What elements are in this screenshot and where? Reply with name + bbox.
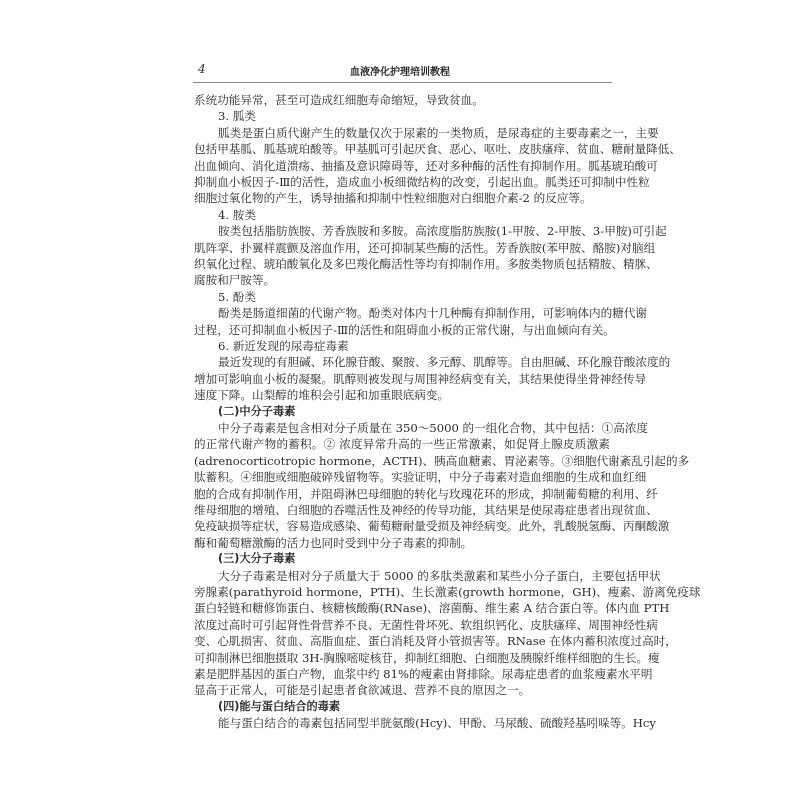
text-line: 浓度过高时可引起肾性骨营养不良、无菌性骨坏死、软组织钙化、皮肤瘙痒、周围神经性病 [194,617,658,632]
text-line: 的正常代谢产物的蓄积。② 浓度异常升高的一些正常激素，如促肾上腺皮质激素 [194,437,610,452]
text-line: 素是肥胖基因的蛋白产物，血浆中约 81%的瘦素由肾排除。尿毒症患者的血浆瘦素水平明 [194,667,653,681]
text-line: 能与蛋白结合的毒素包括同型半胱氨酸(Hcy)、甲酚、马尿酸、硫酸羟基吲哚等。Hcy [218,716,656,731]
text-line: 中分子毒素是包含相对分子质量在 350～5000 的一组化合物，其中包括：①高浓度 [218,421,649,435]
page-number: 4 [198,62,206,76]
text-line: 过程，还可抑制血小板因子-Ⅲ的活性和阻碍血小板的正常代谢，与出血倾向有关。 [194,322,615,337]
text-line: 大分子毒素是相对分子质量大于 5000 的多肽类激素和某些小分子蛋白，主要包括甲状 [218,568,661,583]
text-line: 变、心肌损害、贫血、高脂血症、蛋白消耗及肾小管损害等。RNase 在体内蓄积浓度过高时， [194,634,677,649]
text-line: 包括甲基胍、胍基琥珀酸等。甲基胍可引起厌食、恶心、呕吐、皮肤瘙痒、贫血、糖耐量降低、 [194,142,681,157]
text-line: 胞的合成有抑制作用，并阻碍淋巴母细胞的转化与玫瑰花环的形成，抑制葡萄糖的利用、纤 [194,486,658,501]
text-line: 维母细胞的增殖、白细胞的吞噬活性及神经的传导功能，其结果是使尿毒症患者出现贫血、 [194,503,658,517]
text-line: 肽蓄积。④细胞或细胞破碎残留物等。实验证明，中分子毒素对造血细胞的生成和血红细 [194,470,647,485]
text-line: 旁腺素(parathyroid hormone，PTH)、生长激素(growth hormone，GH)、瘦素、游离免疫球 [194,585,701,599]
text-line: 酚类是肠道细菌的代谢产物。酚类对体内十几种酶有抑制作用，可影响体内的糖代谢 [218,306,647,321]
text-line: 腐胺和尸胺等。 [194,273,276,288]
header-rule [193,82,612,83]
text-line: 显高于正常人，可能是引起患者食欲减退、营养不良的原因之一。 [194,683,531,698]
text-line: 蛋白轻链和糖修饰蛋白、核糖核酸酶(RNase)、溶菌酶、维生素 A 结合蛋白等。体内血 PTH [194,601,670,616]
text-line: 抑制血小板因子-Ⅲ的活性，造成血小板细微结构的改变，引起出血。胍类还可抑制中性粒 [194,175,650,189]
text-line: 增加可影响血小板的凝聚。肌醇则被发现与周围神经病变有关，其结果使得坐骨神经传导 [194,371,647,386]
text-line: 出血倾向、消化道溃疡、抽搐及意识障碍等，还对多种酶的活性有抑制作用。胍基琥珀酸可 [194,158,658,173]
text-line: 最近发现的有胆碱、环化腺苷酸、聚胺、多元醇、肌醇等。自由胆碱、环化腺苷酸浓度的 [218,355,671,370]
text-line: 酶和葡萄糖激酶的活力也同时受到中分子毒素的抑制。 [194,535,473,550]
text-line: 速度下降。山梨醇的堆积会引起和加重眼底病变。 [194,388,450,403]
text-line: 肌阵挛、扑翼样震颤及溶血作用，还可抑制某些酶的活性。芳香族胺(苯甲胺、酪胺)对脑组 [194,240,656,255]
text-line: 胺类包括脂肪族胺、芳香族胺和多胺。高浓度脂肪族胺(1-甲胺、2-甲胺、3-甲胺)可引起 [218,224,667,239]
text-line: 细胞过氧化物的产生，诱导抽搐和抑制中性粒细胞对白细胞介素-2 的反应等。 [194,191,592,206]
text-line: 6. 新近发现的尿毒症毒素 [218,339,349,353]
running-header-title: 血液净化护理培训教程 [350,67,450,78]
section-heading: (二)中分子毒素 [218,404,296,418]
text-line: (adrenocorticotropic hormone，ACTH)、胰高血糖素、胃泌素等。③细胞代谢紊乱引起的多 [194,453,690,468]
text-line: 3. 胍类 [218,109,256,124]
text-line: 免疫缺损等症状，容易造成感染、葡萄糖耐量受损及神经病变。此外，乳酸脱氢酶、丙酮酸激 [194,519,670,534]
text-line: 系统功能异常，甚至可造成红细胞寿命缩短，导致贫血。 [194,93,484,107]
text-line: 胍类是蛋白质代谢产生的数量仅次于尿素的一类物质，是尿毒症的主要毒素之一，主要 [218,125,659,140]
text-line: 织氧化过程、琥珀酸氧化及多巴羧化酶活性等均有抑制作用。多胺类物质包括精胺、精脒、 [194,257,658,271]
text-line: 5. 酚类 [218,289,256,304]
section-heading: (四)能与蛋白结合的毒素 [218,699,341,713]
text-line: 4. 胺类 [218,207,256,222]
section-heading: (三)大分子毒素 [218,552,296,566]
text-line: 可抑制淋巴细胞摄取 3H-胸腺嘧啶核苷，抑制红细胞、白细胞及胰腺纤维样细胞的生长。瘦 [194,650,660,665]
